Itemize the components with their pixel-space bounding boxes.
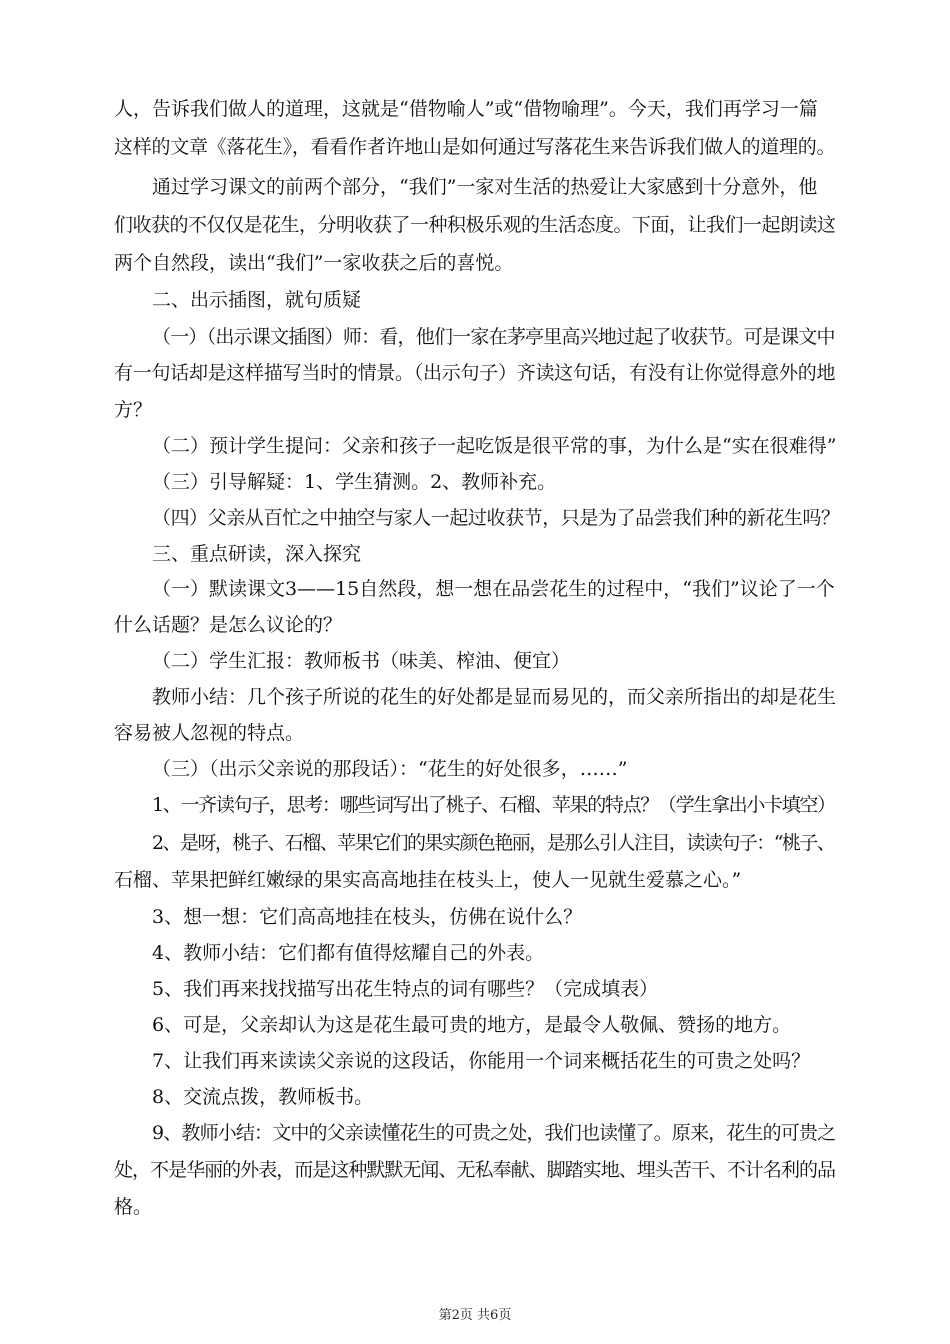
text-line: 7、让我们再来读读父亲说的这段话，你能用一个词来概括花生的可贵之处吗？ xyxy=(152,1050,811,1072)
text-line: 8、交流点拨，教师板书。 xyxy=(152,1086,374,1108)
text-line: 5、我们再来找找描写出花生特点的词有哪些？（完成填表） xyxy=(152,978,659,1000)
text-line: 6、可是，父亲却认为这是花生最可贵的地方，是最令人敬佩、赞扬的地方。 xyxy=(152,1014,792,1036)
text-line: 4、教师小结：它们都有值得炫耀自己的外表。 xyxy=(152,942,545,964)
text-line: 人，告诉我们做人的道理，这就是“借物喻人”或“借物喻理”。今天，我们再学习一篇 xyxy=(114,98,818,120)
text-line: （三）（出示父亲说的那段话）：“花生的好处很多，……” xyxy=(152,758,628,780)
text-line: 3、想一想：它们高高地挂在枝头，仿佛在说什么？ xyxy=(152,906,583,928)
text-line: 有一句话却是这样描写当时的情景。（出示句子）齐读这句话，有没有让你觉得意外的地 xyxy=(114,362,836,384)
text-line: 方？ xyxy=(114,399,153,421)
text-line: （三）引导解疑：1、学生猜测。2、教师补充。 xyxy=(152,471,557,493)
text-line: 通过学习课文的前两个部分，“我们”一家对生活的热爱让大家感到十分意外，他 xyxy=(152,176,818,198)
text-line: 容易被人忽视的特点。 xyxy=(114,722,305,744)
text-line: 们收获的不仅仅是花生，分明收获了一种积极乐观的生活态度。下面，让我们一起朗读这 xyxy=(114,214,836,236)
text-line: （二）学生汇报：教师板书（味美、榨油、便宜） xyxy=(152,650,571,672)
text-line: 石榴、苹果把鲜红嫩绿的果实高高地挂在枝头上，使人一见就生爱慕之心。” xyxy=(114,869,742,891)
text-line: 两个自然段，读出“我们”一家收获之后的喜悦。 xyxy=(114,252,514,274)
text-line: 这样的文章《落花生》，看看作者许地山是如何通过写落花生来告诉我们做人的道理的。 xyxy=(114,136,836,158)
text-line: 2、是呀，桃子、石榴、苹果它们的果实颜色艳丽，是那么引人注目，读读句子：“桃子、 xyxy=(152,832,835,854)
page-number-footer: 第2页 共6页 xyxy=(438,1308,512,1323)
text-line: 处，不是华丽的外表，而是这种默默无闻、无私奉献、脚踏实地、埋头苦干、不计名利的品 xyxy=(114,1159,836,1181)
text-line: 什么话题？是怎么议论的？ xyxy=(114,614,343,636)
text-line: （一）默读课文3——15自然段，想一想在品尝花生的过程中，“我们”议论了一个 xyxy=(152,578,835,600)
text-line: （四）父亲从百忙之中抽空与家人一起过收获节，只是为了品尝我们种的新花生吗？ xyxy=(152,507,840,529)
section-heading: 三、重点研读，深入探究 xyxy=(152,543,362,565)
text-line: 1、一齐读句子，思考：哪些词写出了桃子、石榴、苹果的特点？（学生拿出小卡填空） xyxy=(152,794,835,816)
text-line: 格。 xyxy=(114,1196,153,1218)
section-heading: 二、出示插图，就句质疑 xyxy=(152,289,362,311)
text-line: （二）预计学生提问：父亲和孩子一起吃饭是很平常的事，为什么是“实在很难得” xyxy=(152,435,837,457)
text-line: （一）（出示课文插图）师：看，他们一家在茅亭里高兴地过起了收获节。可是课文中 xyxy=(152,326,835,348)
text-line: 9、教师小结：文中的父亲读懂花生的可贵之处，我们也读懂了。原来，花生的可贵之 xyxy=(152,1122,836,1144)
text-line: 教师小结：几个孩子所说的花生的好处都是显而易见的，而父亲所指出的却是花生 xyxy=(152,686,837,708)
